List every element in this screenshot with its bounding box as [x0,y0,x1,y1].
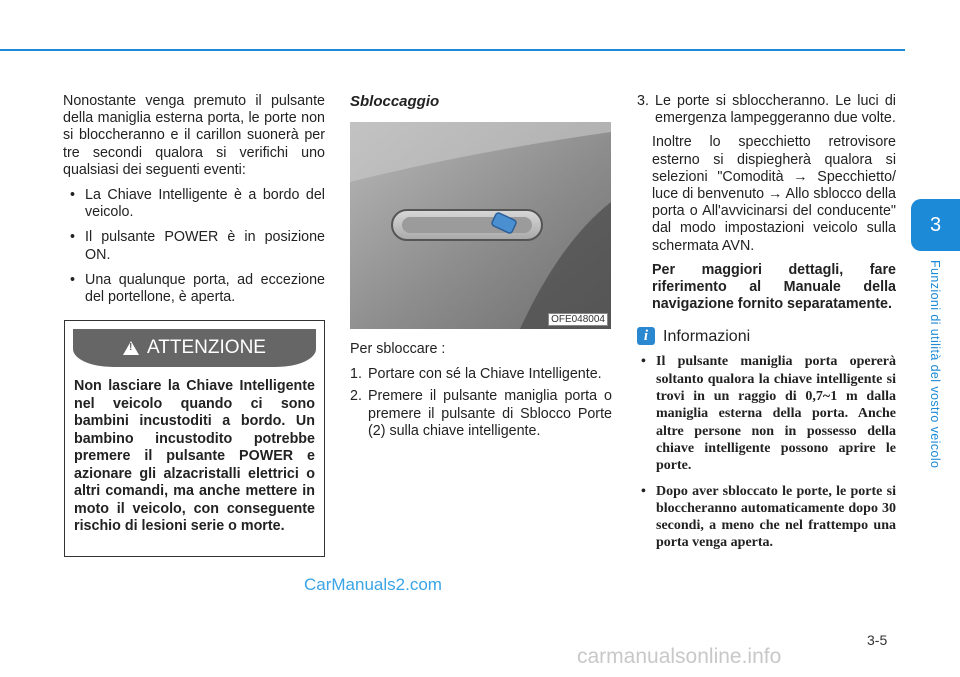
watermark-link[interactable]: CarManuals2.com [304,575,442,594]
chapter-title: Funzioni di utilità del vostro veicolo [928,260,942,469]
list-item [350,388,612,440]
page-number: 3-5 [867,632,888,648]
warning-header [73,329,316,367]
steps-lead: Per sbloccare : [350,341,446,357]
header-rule [0,49,905,51]
warning-title: ATTENZIONE [147,337,266,358]
list-item [350,366,612,383]
chapter-side-label [928,260,942,500]
section-heading: Sbloccaggio [350,93,440,110]
column-middle [350,93,612,122]
watermark: carmanualsonline.info [577,645,782,668]
info-header [637,327,896,345]
column-right [637,93,896,560]
step-number: 3. [637,93,649,109]
list-item: • Una qualunque porta, ad eccezione del portellone, è aperta. [63,272,325,306]
step-number: 1. [350,366,362,383]
list-item: • Dopo aver sbloccato le porte, le porte si bloccheranno automaticamente dopo 30 secondi, a meno che nel frattempo una porta venga aperta. [637,483,896,552]
chapter-tab: 3 [911,199,960,251]
door-handle-photo [350,122,611,329]
column-left [63,93,325,314]
warning-text: Non lasciare la Chiave Intelligente nel veicolo quando ci sono bambini incustoditi a bordo. Un bambino incustodito potrebbe premere il pulsante POWER e azionare gli alzacristalli elettrici o altri comandi, ma anche mettere in moto il veicolo, con conseguente rischio di lesioni serie o morte. [74,378,315,534]
mirror-paragraph: Inoltre lo specchietto retrovisore esterno si dispiegherà qualora si selezioni "Comodità → Specchietto/ luce di benvenuto → Allo sblocco della porta o All'avvicinarsi del conducente" dal modo impostazioni veicolo sulla schermata AVN. [652,134,896,254]
door-handle-illustration [350,122,611,329]
step-text: Le porte si sbloccheranno. Le luci di emergenza lampeggeranno due volte. [655,93,896,127]
warning-triangle-icon [123,341,139,355]
step-text: Premere il pulsante maniglia porta o premere il pulsante di Sblocco Porte (2) sulla chiave intelligente. [368,388,612,439]
step-text: Portare con sé la Chiave Intelligente. [368,366,602,383]
photo-code: OFE048004 [548,313,608,326]
reference-paragraph: Per maggiori dettagli, fare riferimento al Manuale della navigazione fornito separatamente. [652,261,896,313]
warning-box [64,320,325,557]
step-number: 2. [350,388,362,405]
list-item: • Il pulsante maniglia porta opererà soltanto qualora la chiave intelligente si trovi in un raggio di 0,7~1 m dalla maniglia esterna della porta. Anche altre persone non in possesso della chiave intelligente possono aprire le porte. [637,353,896,474]
info-title: Informazioni [663,327,751,345]
list-item: • La Chiave Intelligente è a bordo del veicolo. [63,187,325,221]
info-icon: i [637,327,655,345]
list-item [637,93,896,127]
unlock-steps [350,341,612,445]
intro-paragraph: Nonostante venga premuto il pulsante della maniglia esterna porta, le porte non si bloccheranno e il carillon suonerà per tre secondi qualora si verifichi uno qualsiasi dei seguenti eventi: [63,93,325,178]
list-item: • Il pulsante POWER è in posizione ON. [63,229,325,263]
